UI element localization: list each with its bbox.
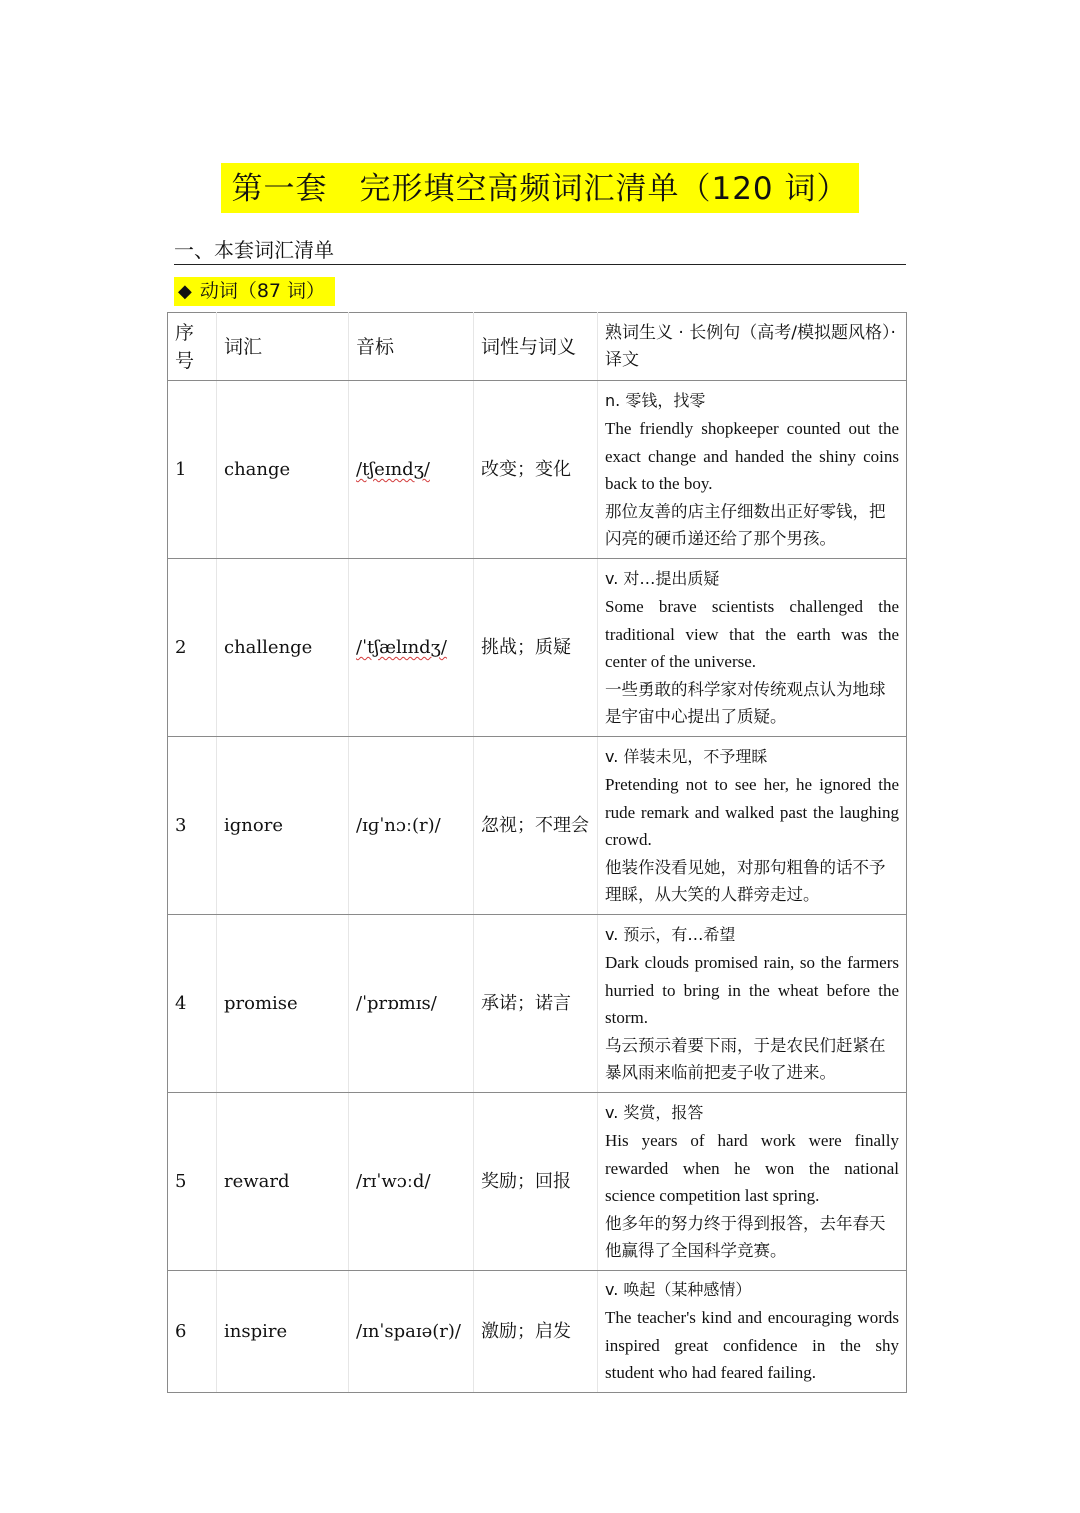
row-number: 2 <box>168 559 217 737</box>
table-row <box>168 737 907 915</box>
table-row <box>168 915 907 1093</box>
row-ipa: /ɪnˈspaɪə(r)/ <box>349 1271 474 1393</box>
row-number: 6 <box>168 1271 217 1393</box>
row-example <box>598 559 907 737</box>
row-pos: 承诺；诺言 <box>474 915 598 1093</box>
example-sense: v. 预示，有…希望 <box>605 925 736 945</box>
example-translation: 他多年的努力终于得到报答，去年春天他赢得了全国科学竞赛。 <box>605 1213 886 1260</box>
table-row <box>168 559 907 737</box>
example-english: Pretending not to see her, he ignored the rude remark and walked past the laughing crowd. <box>605 775 899 850</box>
row-pos: 挑战；质疑 <box>474 559 598 737</box>
row-word: change <box>217 381 349 559</box>
row-pos: 改变；变化 <box>474 381 598 559</box>
example-english: Some brave scientists challenged the traditional view that the earth was the center of the universe. <box>605 597 899 672</box>
row-example <box>598 1271 907 1393</box>
example-sense: v. 佯装未见，不予理睬 <box>605 747 768 767</box>
row-word: promise <box>217 915 349 1093</box>
vocab-table <box>167 312 907 1393</box>
section-heading: 一、本套词汇清单 <box>174 236 906 265</box>
row-example <box>598 915 907 1093</box>
example-english: The friendly shopkeeper counted out the exact change and handed the shiny coins back to the boy. <box>605 419 899 494</box>
verb-subheading-label: 动词（87 词） <box>199 280 326 302</box>
row-ipa-text: /tʃeɪndʒ/ <box>356 459 430 480</box>
row-pos: 奖励；回报 <box>474 1093 598 1271</box>
row-number: 3 <box>168 737 217 915</box>
example-translation: 一些勇敢的科学家对传统观点认为地球是宇宙中心提出了质疑。 <box>605 679 886 726</box>
row-word: inspire <box>217 1271 349 1393</box>
header-pos: 词性与词义 <box>474 313 598 381</box>
example-sense: v. 奖赏，报答 <box>605 1103 704 1123</box>
example-translation: 他装作没看见她，对那句粗鲁的话不予理睬，从大笑的人群旁走过。 <box>605 857 886 904</box>
header-ipa: 音标 <box>349 313 474 381</box>
row-number: 1 <box>168 381 217 559</box>
row-pos: 激励；启发 <box>474 1271 598 1393</box>
example-translation: 那位友善的店主仔细数出正好零钱，把闪亮的硬币递还给了那个男孩。 <box>605 501 886 548</box>
row-ipa: /ˈprɒmɪs/ <box>349 915 474 1093</box>
header-example: 熟词生义 · 长例句（高考/模拟题风格）· 译文 <box>598 313 907 381</box>
diamond-icon: ◆ <box>178 281 192 302</box>
example-sense: v. 对…提出质疑 <box>605 569 720 589</box>
row-ipa <box>349 381 474 559</box>
row-word: ignore <box>217 737 349 915</box>
row-example <box>598 737 907 915</box>
example-english: The teacher's kind and encouraging words inspired great confidence in the shy student who had feared failing. <box>605 1308 899 1383</box>
row-ipa <box>349 559 474 737</box>
row-ipa: /ɪɡˈnɔː(r)/ <box>349 737 474 915</box>
table-row <box>168 381 907 559</box>
verb-subheading <box>174 277 335 306</box>
row-ipa-text: /ˈtʃælɪndʒ/ <box>356 637 447 658</box>
row-pos: 忽视；不理会 <box>474 737 598 915</box>
header-num: 序号 <box>168 313 217 381</box>
example-translation: 乌云预示着要下雨，于是农民们赶紧在暴风雨来临前把麦子收了进来。 <box>605 1035 886 1082</box>
example-english: His years of hard work were finally rewarded when he won the national science competition last spring. <box>605 1131 899 1206</box>
row-example <box>598 381 907 559</box>
row-word: challenge <box>217 559 349 737</box>
row-number: 4 <box>168 915 217 1093</box>
row-example <box>598 1093 907 1271</box>
example-english: Dark clouds promised rain, so the farmers hurried to bring in the wheat before the storm. <box>605 953 899 1028</box>
row-ipa: /rɪˈwɔːd/ <box>349 1093 474 1271</box>
example-sense: n. 零钱，找零 <box>605 391 706 411</box>
table-row <box>168 1271 907 1393</box>
table-header-row <box>168 313 907 381</box>
table-row <box>168 1093 907 1271</box>
page-title: 第一套 完形填空高频词汇清单（120 词） <box>221 163 858 213</box>
example-sense: v. 唤起（某种感情） <box>605 1280 752 1300</box>
row-word: reward <box>217 1093 349 1271</box>
header-word: 词汇 <box>217 313 349 381</box>
title-wrapper <box>0 163 1080 213</box>
row-number: 5 <box>168 1093 217 1271</box>
